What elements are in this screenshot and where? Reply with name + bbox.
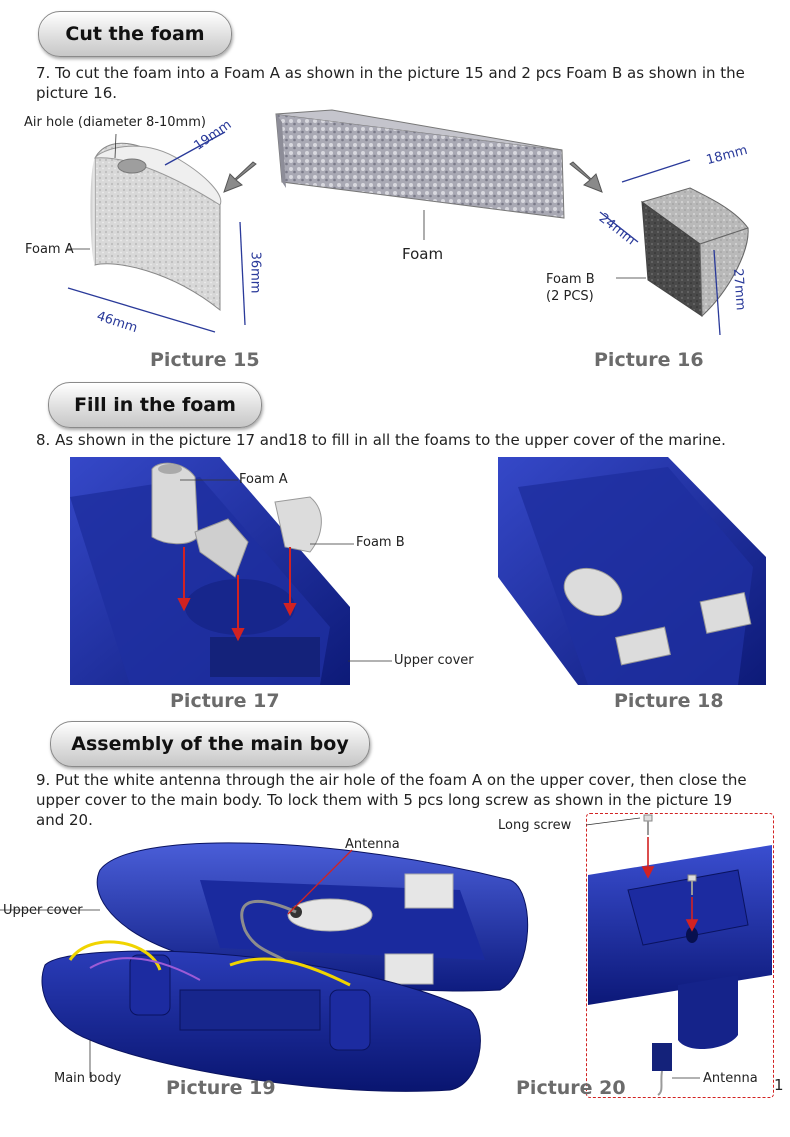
step-8-text: 8. As shown in the picture 17 and18 to fill in all the foams to the upper cover of the marine. bbox=[36, 431, 726, 449]
caption-picture-18: Picture 18 bbox=[614, 690, 724, 712]
foam-block-illustration bbox=[272, 110, 572, 245]
foam-b-dim-left: 24mm bbox=[595, 210, 639, 249]
picture-17-illustration bbox=[70, 457, 370, 685]
p20-long-screw-label: Long screw bbox=[498, 818, 572, 833]
foam-a-dim-top: 19mm bbox=[191, 117, 235, 154]
step-7-text: 7. To cut the foam into a Foam A as shown in the picture 15 and 2 pcs Foam B as shown in the picture 16. bbox=[36, 64, 745, 102]
foam-b-dim-top: 18mm bbox=[704, 142, 750, 169]
section-title-assembly: Assembly of the main boy bbox=[50, 721, 370, 767]
foam-a-dim-side: 36mm bbox=[247, 251, 263, 294]
picture-19-illustration bbox=[30, 830, 550, 1105]
p17-foam-b-label: Foam B bbox=[356, 535, 405, 550]
caption-picture-17: Picture 17 bbox=[170, 690, 280, 712]
foam-a-dim-bottom: 46mm bbox=[94, 308, 140, 337]
foam-a-label: Foam A bbox=[25, 242, 74, 257]
air-hole-label: Air hole (diameter 8-10mm) bbox=[24, 115, 206, 130]
section-title-cut-foam: Cut the foam bbox=[38, 11, 232, 57]
caption-picture-15: Picture 15 bbox=[150, 349, 260, 371]
p17-foam-a-label: Foam A bbox=[239, 472, 288, 487]
foam-label: Foam bbox=[402, 245, 444, 263]
section-title-fill-foam: Fill in the foam bbox=[48, 382, 262, 428]
caption-picture-16: Picture 16 bbox=[594, 349, 704, 371]
foam-b-label: Foam B bbox=[546, 272, 595, 287]
foam-b-dim-right: 27mm bbox=[729, 268, 748, 311]
page-number: 1 bbox=[774, 1076, 784, 1094]
caption-picture-20: Picture 20 bbox=[516, 1077, 626, 1099]
foam-b-qty-label: (2 PCS) bbox=[546, 289, 594, 304]
picture-20-illustration bbox=[588, 815, 772, 1095]
step-9-text: 9. Put the white antenna through the air hole of the foam A on the upper cover, then close the upper cover to the main body. To lock them with 5 pcs long screw as shown in the picture 19 and 20. bbox=[36, 771, 747, 829]
p19-main-body-label: Main body bbox=[54, 1071, 122, 1086]
p20-antenna-label: Antenna bbox=[703, 1071, 758, 1086]
foam-a-illustration bbox=[20, 110, 270, 340]
p17-upper-cover-label: Upper cover bbox=[394, 653, 474, 668]
arrow-down-left-icon bbox=[222, 160, 262, 196]
p19-upper-cover-label: Upper cover bbox=[3, 903, 83, 918]
picture-18-illustration bbox=[498, 457, 768, 685]
p19-antenna-label: Antenna bbox=[345, 837, 400, 852]
caption-picture-19: Picture 19 bbox=[166, 1077, 276, 1099]
